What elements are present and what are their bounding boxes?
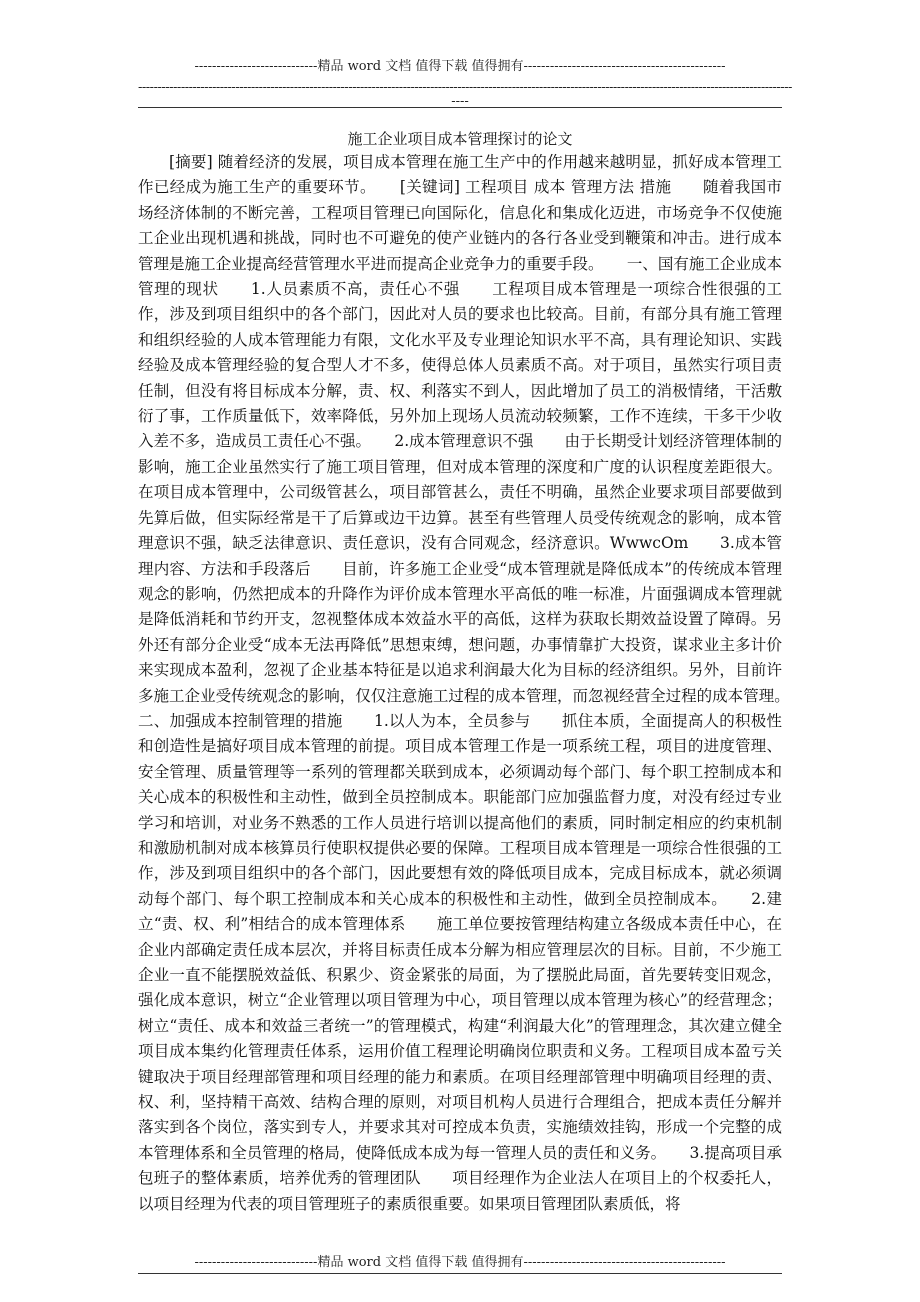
footer-rule	[138, 1273, 782, 1274]
document-body: [摘要] 随着经济的发展，项目成本管理在施工生产中的作用越来越明显，抓好成本管理工作已经成为施工生产的重要环节。 [关键词] 工程项目 成本 管理方法 措施 随着我国市场经济体制的不断完善，工程项目管理已向国际化，信息化和集成化迈进，市场竞争不仅使施工企业出现机遇和挑战，同时也不可避免的使产业链内的各行各业受到鞭策和冲击。进行成本管理是施工企业提高经营管理水平进而提高企业竞争力的重要手段。 一、国有施工企业成本管理的现状 1.人员素质不高，责任心不强 工程项目成本管理是一项综合性很强的工作，涉及到项目组织中的各个部门，因此对人员的要求也比较高。目前，有部分具有施工管理和组织经验的人成本管理能力有限，文化水平及专业理论知识水平不高，具有理论知识、实践经验及成本管理经验的复合型人才不多，使得总体人员素质不高。对于项目，虽然实行项目责任制，但没有将目标成本分解，责、权、利落实不到人，因此增加了员工的消极情绪，干活敷衍了事，工作质量低下，效率降低，另外加上现场人员流动较频繁，工作不连续，干多干少收入差不多，造成员工责任心不强。 2.成本管理意识不强 由于长期受计划经济管理体制的影响，施工企业虽然实行了施工项目管理，但对成本管理的深度和广度的认识程度差距很大。在项目成本管理中，公司级管甚么，项目部管甚么，责任不明确，虽然企业要求项目部要做到先算后做，但实际经常是干了后算或边干边算。甚至有些管理人员受传统观念的影响，成本管理意识不强，缺乏法律意识、责任意识，没有合同观念，经济意识。WwwcOm 3.成本管理内容、方法和手段落后 目前，许多施工企业受“成本管理就是降低成本”的传统成本管理观念的影响，仍然把成本的升降作为评价成本管理水平高低的唯一标准，片面强调成本管理就是降低消耗和节约开支，忽视整体成本效益水平的高低，这样为获取长期效益设置了障碍。另外还有部分企业受“成本无法再降低”思想束缚，想问题，办事情靠扩大投资，谋求业主多计价来实现成本盈利，忽视了企业基本特征是以追求利润最大化为目标的经济组织。另外，目前许多施工企业受传统观念的影响，仅仅注意施工过程的成本管理，而忽视经营全过程的成本管理。 二、加强成本控制管理的措施 1.以人为本，全员参与 抓住本质，全面提高人的积极性和创造性是搞好项目成本管理的前提。项目成本管理工作是一项系统工程，项目的进度管理、安全管理、质量管理等一系列的管理都关联到成本，必须调动每个部门、每个职工控制成本和关心成本的积极性和主动性，做到全员控制成本。职能部门应加强监督力度，对没有经过专业学习和培训，对业务不熟悉的工作人员进行培训以提高他们的素质，同时制定相应的约束机制和激励机制对成本核算员行使职权提供必要的保障。工程项目成本管理是一项综合性很强的工作，涉及到项目组织中的各个部门，因此要想有效的降低项目成本，完成目标成本，就必须调动每个部门、每个职工控制成本和关心成本的积极性和主动性，做到全员控制成本。 2.建立“责、权、利”相结合的成本管理体系 施工单位要按管理结构建立各级成本责任中心，在企业内部确定责任成本层次，并将目标责任成本分解为相应管理层次的目标。目前，不少施工企业一直不能摆脱效益低、积累少、资金紧张的局面，为了摆脱此局面，首先要转变旧观念，强化成本意识，树立“企业管理以项目管理为中心，项目管理以成本管理为核心”的经营理念；树立“责任、成本和效益三者统一”的管理模式，构建“利润最大化”的管理理念，其次建立健全项目成本集约化管理责任体系，运用价值工程理论明确岗位职责和义务。工程项目成本盈亏关键取决于项目经理部管理和项目经理的能力和素质。在项目经理部管理中明确项目经理的责、权、利，坚持精干高效、结构合理的原则，对项目机构人员进行合理组合，把成本责任分解并落实到各个岗位，落实到专人，并要求其对可控成本负责，实施绩效挂钩，形成一个完整的成本管理体系和全员管理的格局，使降低成本成为每一管理人员的责任和义务。 3.提高项目承包班子的整体素质，培养优秀的管理团队 项目经理作为企业法人在项目上的个权委托人，以项目经理为代表的项目管理班子的素质很重要。如果项目管理团队素质低，将	[138, 153, 814, 1213]
header-dash-line: ------------------------------------------------------------------------------------------------------------------------------------------------------------------------	[138, 80, 792, 95]
document-title: 施工企业项目成本管理探讨的论文	[347, 130, 573, 148]
footer-banner: ----------------------------精品 word 文档 值得下载 值得拥有----------------------------------------------	[194, 1255, 726, 1270]
header-banner: ----------------------------精品 word 文档 值得下载 值得拥有----------------------------------------------	[194, 59, 726, 74]
header-rule	[138, 107, 782, 108]
header-dash-tail: ----	[451, 94, 469, 109]
